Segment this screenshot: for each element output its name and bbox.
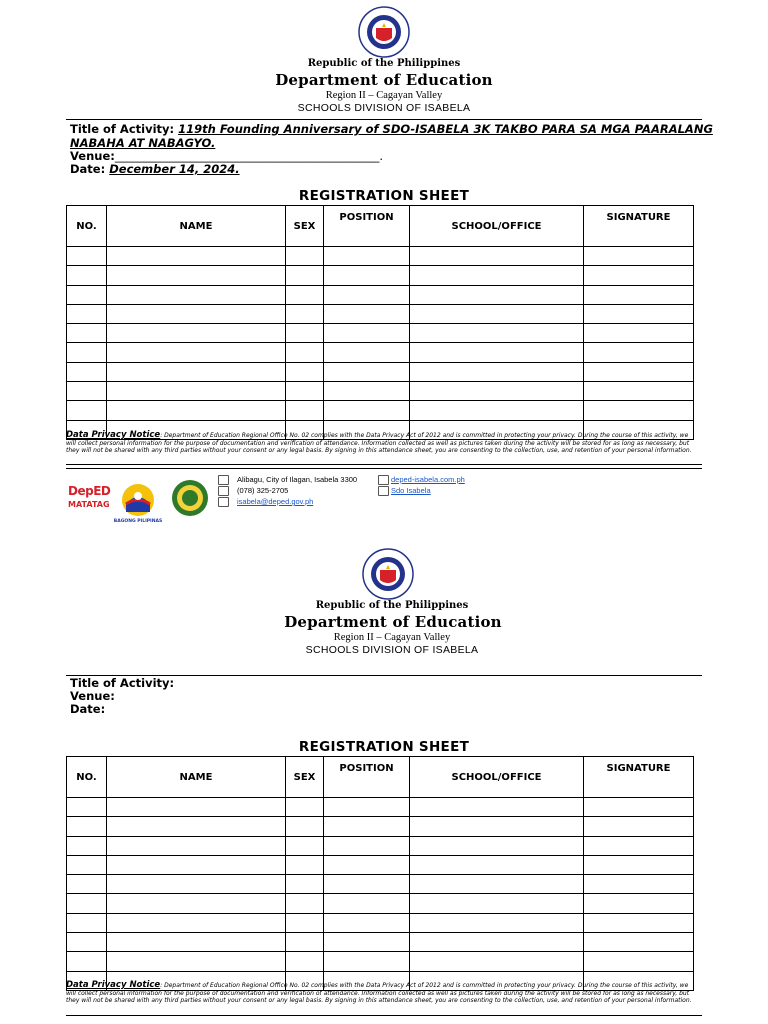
table-cell[interactable] xyxy=(67,401,107,420)
table-cell[interactable] xyxy=(286,266,324,285)
table-cell[interactable] xyxy=(107,285,286,304)
deped-matatag-logo xyxy=(68,484,114,526)
col-no: NO. xyxy=(67,206,107,247)
table-cell[interactable] xyxy=(67,304,107,323)
table-cell[interactable] xyxy=(107,875,286,894)
deped-seal-icon-2 xyxy=(362,548,414,600)
email-icon xyxy=(218,497,229,507)
col-position-2: POSITION xyxy=(324,757,410,798)
table-cell[interactable] xyxy=(584,798,694,817)
table-row xyxy=(67,817,694,836)
table-cell[interactable] xyxy=(107,855,286,874)
table-cell[interactable] xyxy=(410,343,584,362)
table-row xyxy=(67,304,694,323)
table-cell[interactable] xyxy=(67,913,107,932)
col-name: NAME xyxy=(107,206,286,247)
table-cell[interactable] xyxy=(286,247,324,266)
table-cell[interactable] xyxy=(324,855,410,874)
deped-logo-text: DepED xyxy=(68,484,111,498)
table-cell[interactable] xyxy=(67,324,107,343)
table-row xyxy=(67,933,694,952)
table-cell[interactable] xyxy=(584,836,694,855)
table-cell[interactable] xyxy=(584,304,694,323)
department-line-2: Department of Education xyxy=(284,613,502,631)
table-cell[interactable] xyxy=(107,798,286,817)
table-cell[interactable] xyxy=(286,913,324,932)
table-cell[interactable] xyxy=(410,401,584,420)
table-cell[interactable] xyxy=(67,343,107,362)
table-row xyxy=(67,952,694,971)
title-value-line1: 119th Founding Anniversary of SDO-ISABELA 3K TAKBO PARA SA MGA PAARALANG xyxy=(178,122,713,136)
table-cell[interactable] xyxy=(410,855,584,874)
table-cell[interactable] xyxy=(584,285,694,304)
table-cell[interactable] xyxy=(107,247,286,266)
date-label-2: Date: xyxy=(70,702,106,716)
privacy-notice xyxy=(66,432,694,455)
col-sex-2: SEX xyxy=(286,757,324,798)
table-row xyxy=(67,285,694,304)
privacy-label: Data Privacy Notice xyxy=(66,430,161,440)
table-row xyxy=(67,247,694,266)
table-row xyxy=(67,798,694,817)
col-position: POSITION xyxy=(324,206,410,247)
table-cell[interactable] xyxy=(584,817,694,836)
title-label-2: Title of Activity: xyxy=(70,676,175,690)
globe-icon xyxy=(378,475,389,485)
republic-line-2: Republic of the Philippines xyxy=(315,600,469,611)
table-row xyxy=(67,324,694,343)
table-cell[interactable] xyxy=(410,875,584,894)
table-body-2 xyxy=(67,798,694,991)
table-cell[interactable] xyxy=(410,382,584,401)
table-cell[interactable] xyxy=(324,933,410,952)
table-cell[interactable] xyxy=(324,362,410,381)
table-row xyxy=(67,875,694,894)
region-line-2: Region II – Cagayan Valley xyxy=(333,632,451,643)
privacy-label-2: Data Privacy Notice xyxy=(66,980,161,990)
venue-blank: ______________________________________________. xyxy=(114,149,383,163)
footer-divider-2 xyxy=(66,1015,702,1016)
region-line: Region II – Cagayan Valley xyxy=(325,90,443,101)
table-cell[interactable] xyxy=(584,933,694,952)
division-line: SCHOOLS DIVISION OF ISABELA xyxy=(297,102,471,114)
table-cell[interactable] xyxy=(107,836,286,855)
table-cell[interactable] xyxy=(584,362,694,381)
registration-title-2: REGISTRATION SHEET xyxy=(298,739,470,755)
table-cell[interactable] xyxy=(584,855,694,874)
table-cell[interactable] xyxy=(324,266,410,285)
privacy-notice-2 xyxy=(66,982,694,1005)
table-cell[interactable] xyxy=(107,894,286,913)
table-cell[interactable] xyxy=(286,324,324,343)
registration-table-2 xyxy=(66,756,694,991)
table-cell[interactable] xyxy=(286,875,324,894)
email-link[interactable]: isabela@deped.gov.ph xyxy=(237,497,314,507)
table-cell[interactable] xyxy=(324,247,410,266)
venue-label-2: Venue: xyxy=(70,689,115,703)
table-cell[interactable] xyxy=(286,952,324,971)
table-cell[interactable] xyxy=(107,913,286,932)
table-cell[interactable] xyxy=(286,798,324,817)
table-cell[interactable] xyxy=(324,798,410,817)
table-cell[interactable] xyxy=(410,952,584,971)
facebook-link[interactable]: Sdo Isabela xyxy=(391,486,431,496)
website-link[interactable]: deped-isabela.com.ph xyxy=(391,475,465,484)
table-cell[interactable] xyxy=(324,952,410,971)
table-cell[interactable] xyxy=(324,836,410,855)
table-row xyxy=(67,401,694,420)
sdo-isabela-seal-icon xyxy=(171,479,209,517)
table-cell[interactable] xyxy=(107,382,286,401)
table-cell[interactable] xyxy=(410,836,584,855)
table-cell[interactable] xyxy=(67,362,107,381)
deped-seal-icon xyxy=(358,6,410,58)
table-row xyxy=(67,382,694,401)
table-cell[interactable] xyxy=(324,913,410,932)
col-sex: SEX xyxy=(286,206,324,247)
date-row-2 xyxy=(70,703,105,716)
table-cell[interactable] xyxy=(286,401,324,420)
table-cell[interactable] xyxy=(324,324,410,343)
table-cell[interactable] xyxy=(584,401,694,420)
table-cell[interactable] xyxy=(107,304,286,323)
phone-text: (078) 325-2705 xyxy=(237,486,289,496)
table-row xyxy=(67,913,694,932)
table-cell[interactable] xyxy=(410,247,584,266)
table-cell[interactable] xyxy=(67,817,107,836)
table-row xyxy=(67,266,694,285)
title-label: Title of Activity: xyxy=(70,122,175,136)
table-body xyxy=(67,247,694,440)
table-row xyxy=(67,343,694,362)
col-signature-2: SIGNATURE xyxy=(584,757,694,798)
location-icon xyxy=(218,475,229,485)
table-row xyxy=(67,836,694,855)
division-line-2: SCHOOLS DIVISION OF ISABELA xyxy=(305,644,479,656)
table-cell[interactable] xyxy=(107,343,286,362)
date-label: Date: xyxy=(70,162,106,176)
col-name-2: NAME xyxy=(107,757,286,798)
matatag-logo-text: MATATAG xyxy=(68,500,110,509)
table-cell[interactable] xyxy=(286,382,324,401)
contact-block xyxy=(218,474,357,507)
table-cell[interactable] xyxy=(584,247,694,266)
table-cell[interactable] xyxy=(410,913,584,932)
table-row xyxy=(67,855,694,874)
col-school-office: SCHOOL/OFFICE xyxy=(410,206,584,247)
table-cell[interactable] xyxy=(410,266,584,285)
table-cell[interactable] xyxy=(67,285,107,304)
table-cell[interactable] xyxy=(286,933,324,952)
registration-title: REGISTRATION SHEET xyxy=(298,188,470,204)
table-cell[interactable] xyxy=(67,933,107,952)
table-cell[interactable] xyxy=(410,933,584,952)
table-cell[interactable] xyxy=(584,324,694,343)
registration-table-1 xyxy=(66,205,694,440)
table-cell[interactable] xyxy=(107,401,286,420)
table-cell[interactable] xyxy=(67,798,107,817)
table-cell[interactable] xyxy=(286,817,324,836)
table-cell[interactable] xyxy=(286,285,324,304)
title-value-line2: NABAHA AT NABAGYO. xyxy=(70,136,216,150)
table-cell[interactable] xyxy=(324,343,410,362)
footer-divider-top xyxy=(66,464,702,465)
table-cell[interactable] xyxy=(67,836,107,855)
table-cell[interactable] xyxy=(286,304,324,323)
col-no-2: NO. xyxy=(67,757,107,798)
venue-label: Venue: xyxy=(70,149,115,163)
table-cell[interactable] xyxy=(286,855,324,874)
table-cell[interactable] xyxy=(584,382,694,401)
table-row xyxy=(67,362,694,381)
phone-icon xyxy=(218,486,229,496)
table-cell[interactable] xyxy=(584,894,694,913)
table-cell[interactable] xyxy=(410,817,584,836)
table-cell[interactable] xyxy=(410,324,584,343)
table-cell[interactable] xyxy=(107,362,286,381)
privacy-text-2: : Department of Education Regional Office No. 02 complies with the Data Privacy Act of 2012 and is committed in protecting your privacy. During the course of this activity, we will collect personal information for the purpose of documentation and verification of attendance. Information collected as well as pictures taken during the activity will be stored for as long as necessary, but they will not be shared with any third parties without your consent or any legal basis. By signing in this attendance sheet, you are consenting to the collection, use, and retention of your personal information. xyxy=(66,982,692,1005)
table-cell[interactable] xyxy=(410,362,584,381)
header-divider xyxy=(66,119,702,120)
table-cell[interactable] xyxy=(67,875,107,894)
table-cell[interactable] xyxy=(286,894,324,913)
bagong-pilipinas-text: BAGONG PILIPINAS xyxy=(113,519,163,524)
table-cell[interactable] xyxy=(107,952,286,971)
col-school-office-2: SCHOOL/OFFICE xyxy=(410,757,584,798)
table-cell[interactable] xyxy=(410,285,584,304)
table-cell[interactable] xyxy=(584,266,694,285)
privacy-text: : Department of Education Regional Office No. 02 complies with the Data Privacy Act of 2012 and is committed in protecting your privacy. During the course of this activity, we will collect personal information for the purpose of documentation and verification of attendance. Information collected as well as pictures taken during the activity will be stored for as long as necessary, but they will not be shared with any third parties without your consent or any legal basis. By signing in this attendance sheet, you are consenting to the collection, use, and retention of your personal information. xyxy=(66,432,692,455)
table-cell[interactable] xyxy=(67,952,107,971)
table-cell[interactable] xyxy=(286,362,324,381)
republic-line: Republic of the Philippines xyxy=(307,58,461,69)
table-cell[interactable] xyxy=(67,266,107,285)
table-cell[interactable] xyxy=(584,952,694,971)
table-cell[interactable] xyxy=(286,836,324,855)
table-cell[interactable] xyxy=(67,855,107,874)
table-cell[interactable] xyxy=(107,266,286,285)
table-cell[interactable] xyxy=(410,304,584,323)
table-cell[interactable] xyxy=(324,817,410,836)
footer-divider-bottom xyxy=(66,468,702,469)
department-line: Department of Education xyxy=(275,71,493,89)
table-cell[interactable] xyxy=(324,304,410,323)
table-cell[interactable] xyxy=(584,913,694,932)
table-cell[interactable] xyxy=(324,875,410,894)
address-text: Alibagu, City of Ilagan, Isabela 3300 xyxy=(237,475,358,484)
facebook-icon xyxy=(378,486,389,496)
col-signature: SIGNATURE xyxy=(584,206,694,247)
bagong-pilipinas-logo-icon xyxy=(120,482,156,518)
table-cell[interactable] xyxy=(324,382,410,401)
table-cell[interactable] xyxy=(324,285,410,304)
table-cell[interactable] xyxy=(584,343,694,362)
table-cell[interactable] xyxy=(286,343,324,362)
table-cell[interactable] xyxy=(584,875,694,894)
date-value: December 14, 2024. xyxy=(109,162,240,176)
table-cell[interactable] xyxy=(107,324,286,343)
table-cell[interactable] xyxy=(67,894,107,913)
table-cell[interactable] xyxy=(324,401,410,420)
date-row xyxy=(70,163,240,176)
table-cell[interactable] xyxy=(410,798,584,817)
web-block xyxy=(378,474,465,496)
table-cell[interactable] xyxy=(410,894,584,913)
title-of-activity-row xyxy=(70,123,713,136)
table-cell[interactable] xyxy=(67,247,107,266)
table-cell[interactable] xyxy=(67,382,107,401)
table-cell[interactable] xyxy=(107,817,286,836)
table-row xyxy=(67,894,694,913)
table-cell[interactable] xyxy=(107,933,286,952)
table-cell[interactable] xyxy=(324,894,410,913)
